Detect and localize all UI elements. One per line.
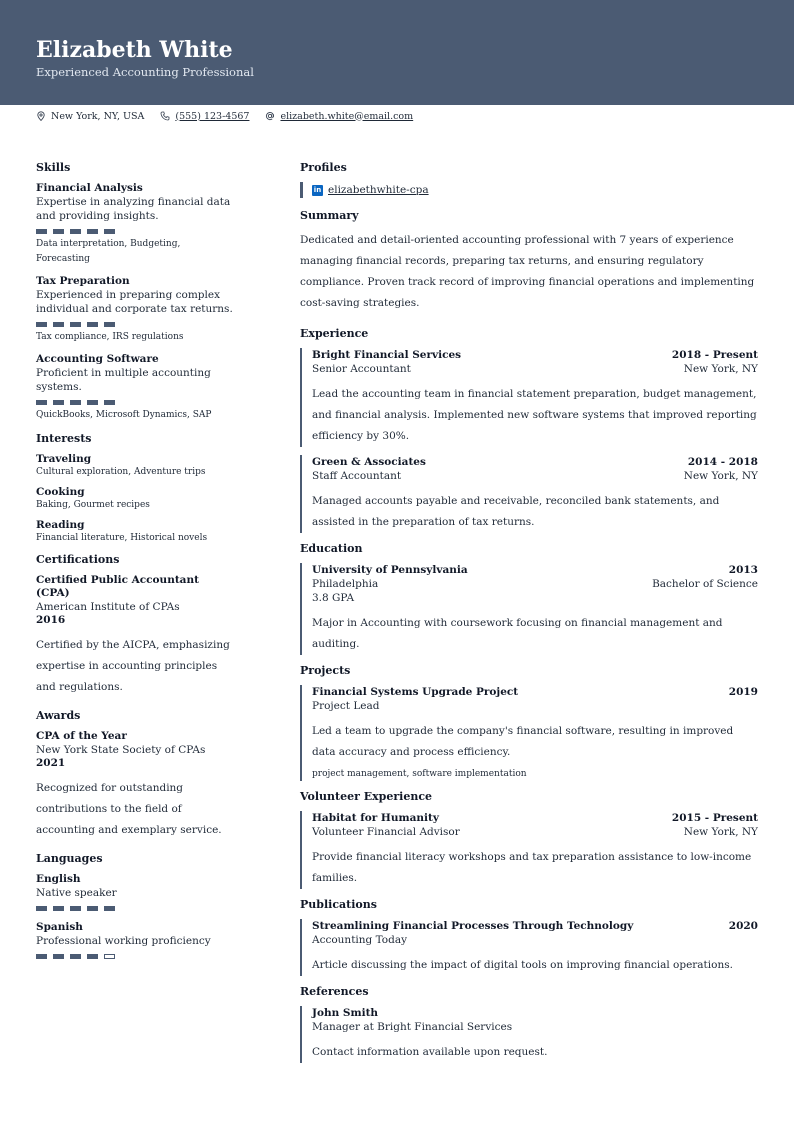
- skill-keywords: QuickBooks, Microsoft Dynamics, SAP: [36, 410, 212, 420]
- language-level-bar: [36, 954, 236, 959]
- position-title: Senior Accountant: [312, 363, 411, 375]
- reference-name: John Smith: [312, 1007, 379, 1019]
- level-segment: [36, 322, 47, 327]
- level-segment: [87, 400, 98, 405]
- level-segment: [87, 954, 98, 959]
- experience-summary: Lead the accounting team in financial statement preparation, budget management, and financial analysis. Implemented new software systems that improved reporting efficiency by 30%.: [312, 388, 757, 442]
- experience-date: 2014 - 2018: [687, 456, 758, 468]
- location-text: New York, NY, USA: [51, 110, 145, 122]
- interests-section: [36, 431, 236, 545]
- volunteer-section: [300, 789, 758, 889]
- skill-description: Proficient in multiple accounting systems.: [36, 367, 211, 393]
- contact-phone[interactable]: [160, 111, 249, 122]
- interest-item: [36, 519, 236, 545]
- level-segment: [36, 229, 47, 234]
- level-segment: [36, 954, 47, 959]
- level-segment: [36, 400, 47, 405]
- skill-item: [36, 353, 236, 423]
- at-sign-icon: [265, 111, 275, 121]
- education-summary: Major in Accounting with coursework focusing on financial management and auditing.: [312, 617, 723, 650]
- project-role: Project Lead: [312, 700, 380, 712]
- experience-location: New York, NY: [683, 363, 758, 375]
- level-segment: [70, 229, 81, 234]
- level-segment: [87, 229, 98, 234]
- skill-description: Expertise in analyzing financial data and providing insights.: [36, 196, 231, 222]
- interest-keywords: Financial literature, Historical novels: [36, 533, 208, 543]
- interest-keywords: Cultural exploration, Adventure trips: [36, 467, 206, 477]
- publication-date: 2020: [728, 920, 758, 932]
- contact-bar: [36, 108, 429, 124]
- language-name: English: [36, 873, 81, 885]
- summary-section: [300, 208, 758, 314]
- skill-keywords: Data interpretation, Budgeting, Forecasting: [36, 239, 181, 264]
- certification-name: Certified Public Accountant (CPA): [36, 574, 199, 599]
- level-segment: [53, 954, 64, 959]
- publication-name: Streamlining Financial Processes Through Technology: [312, 920, 634, 932]
- section-title: Publications: [300, 898, 377, 911]
- publications-section: [300, 897, 758, 976]
- award-name: CPA of the Year: [36, 730, 127, 742]
- level-segment: [53, 229, 64, 234]
- candidate-headline: Experienced Accounting Professional: [36, 65, 254, 79]
- section-title: Experience: [300, 327, 369, 340]
- skill-level-bar: [36, 322, 236, 327]
- education-date: 2013: [728, 564, 758, 576]
- organization-name: Habitat for Humanity: [312, 812, 439, 824]
- languages-section: [36, 851, 236, 959]
- section-title: Profiles: [300, 161, 347, 174]
- language-level-text: Native speaker: [36, 887, 117, 899]
- contact-location: [36, 111, 144, 122]
- position-title: Staff Accountant: [312, 470, 402, 482]
- project-date: 2019: [728, 686, 758, 698]
- reference-summary: Contact information available upon request.: [312, 1046, 548, 1058]
- project-keywords: project management, software implementation: [312, 769, 527, 779]
- interest-name: Reading: [36, 519, 85, 531]
- phone-link[interactable]: (555) 123-4567: [175, 110, 250, 122]
- section-title: Awards: [36, 709, 81, 722]
- contact-email[interactable]: [265, 111, 413, 122]
- summary-text: Dedicated and detail-oriented accounting professional with 7 years of experience managing financial records, preparing tax returns, and ensuring regulatory compliance. Proven track record of improving financial operations and implementing cost-saving strategies.: [300, 234, 755, 309]
- level-segment: [87, 322, 98, 327]
- right-column: [300, 160, 758, 1071]
- institution-name: University of Pennsylvania: [312, 564, 468, 576]
- interest-item: [36, 453, 236, 479]
- section-title: Education: [300, 542, 363, 555]
- certification-summary: Certified by the AICPA, emphasizing expertise in accounting principles and regulations.: [36, 639, 230, 693]
- skill-item: [36, 182, 236, 267]
- education-score: 3.8 GPA: [312, 592, 355, 604]
- experience-item: [300, 348, 758, 447]
- publication-item: [300, 919, 758, 976]
- profiles-section: [300, 160, 758, 198]
- level-segment: [70, 322, 81, 327]
- skill-name: Tax Preparation: [36, 275, 130, 287]
- experience-date: 2018 - Present: [671, 349, 758, 361]
- language-item: [36, 921, 236, 959]
- experience-section: [300, 326, 758, 533]
- interest-name: Traveling: [36, 453, 92, 465]
- email-link[interactable]: elizabeth.white@email.com: [280, 110, 414, 122]
- experience-summary: Managed accounts payable and receivable, reconciled bank statements, and assisted in the preparation of tax returns.: [312, 495, 720, 528]
- section-title: Languages: [36, 852, 103, 865]
- level-segment: [70, 906, 81, 911]
- project-summary: Led a team to upgrade the company's financial software, resulting in improved data accuracy and process efficiency.: [312, 725, 734, 758]
- phone-icon: [160, 111, 170, 121]
- skill-level-bar: [36, 400, 236, 405]
- candidate-name: Elizabeth White: [36, 37, 233, 63]
- volunteer-location: New York, NY: [683, 826, 758, 838]
- level-segment: [104, 322, 115, 327]
- skill-level-bar: [36, 229, 236, 234]
- level-segment: [87, 906, 98, 911]
- language-name: Spanish: [36, 921, 83, 933]
- level-segment: [104, 229, 115, 234]
- awards-section: [36, 708, 236, 841]
- volunteer-item: [300, 811, 758, 889]
- company-name: Green & Associates: [312, 456, 426, 468]
- language-item: [36, 873, 236, 911]
- level-segment: [70, 954, 81, 959]
- section-title: Summary: [300, 209, 359, 222]
- reference-item: [300, 1006, 758, 1063]
- profile-item[interactable]: [300, 182, 758, 198]
- level-segment: [104, 906, 115, 911]
- skill-keywords: Tax compliance, IRS regulations: [36, 332, 184, 342]
- award-summary: Recognized for outstanding contributions to the field of accounting and exemplary service.: [36, 782, 222, 836]
- section-title: Skills: [36, 161, 71, 174]
- award-date: 2021: [36, 757, 66, 769]
- interest-keywords: Baking, Gourmet recipes: [36, 500, 150, 510]
- level-segment: [70, 400, 81, 405]
- resume-header: [0, 0, 794, 105]
- award-item: [36, 730, 236, 841]
- references-section: [300, 984, 758, 1063]
- certification-item: [36, 574, 236, 698]
- volunteer-date: 2015 - Present: [671, 812, 758, 824]
- level-segment: [53, 400, 64, 405]
- level-segment: [104, 400, 115, 405]
- profile-handle-link[interactable]: elizabethwhite-cpa: [328, 184, 429, 196]
- map-pin-icon: [36, 111, 46, 121]
- certification-issuer: American Institute of CPAs: [36, 601, 180, 613]
- reference-role: Manager at Bright Financial Services: [312, 1021, 513, 1033]
- language-level-bar: [36, 906, 236, 911]
- education-location: Philadelphia: [312, 578, 379, 590]
- projects-section: [300, 663, 758, 781]
- publication-summary: Article discussing the impact of digital tools on improving financial operations.: [312, 959, 733, 971]
- company-name: Bright Financial Services: [312, 349, 462, 361]
- volunteer-summary: Provide financial literacy workshops and tax preparation assistance to low-income families.: [312, 851, 752, 884]
- education-section: [300, 541, 758, 655]
- section-title: Projects: [300, 664, 351, 677]
- skill-name: Financial Analysis: [36, 182, 143, 194]
- project-name: Financial Systems Upgrade Project: [312, 686, 519, 698]
- section-title: Interests: [36, 432, 92, 445]
- award-issuer: New York State Society of CPAs: [36, 744, 206, 756]
- degree-name: Bachelor of Science: [652, 578, 758, 590]
- section-title: Certifications: [36, 553, 120, 566]
- publisher-name: Accounting Today: [312, 934, 408, 946]
- section-title: References: [300, 985, 369, 998]
- level-segment: [104, 954, 115, 959]
- certifications-section: [36, 552, 236, 698]
- interest-item: [36, 486, 236, 512]
- skills-section: [36, 160, 236, 423]
- section-title: Volunteer Experience: [300, 790, 433, 803]
- education-item: [300, 563, 758, 655]
- linkedin-icon: in: [313, 186, 322, 194]
- project-item: [300, 685, 758, 781]
- language-level-text: Professional working proficiency: [36, 935, 211, 947]
- level-segment: [53, 322, 64, 327]
- skill-item: [36, 275, 236, 345]
- experience-item: [300, 455, 758, 533]
- left-column: [36, 160, 236, 965]
- level-segment: [53, 906, 64, 911]
- volunteer-position: Volunteer Financial Advisor: [312, 826, 460, 838]
- interest-name: Cooking: [36, 486, 85, 498]
- experience-location: New York, NY: [683, 470, 758, 482]
- certification-date: 2016: [36, 614, 66, 626]
- skill-name: Accounting Software: [36, 353, 159, 365]
- skill-description: Experienced in preparing complex individual and corporate tax returns.: [36, 289, 233, 315]
- level-segment: [36, 906, 47, 911]
